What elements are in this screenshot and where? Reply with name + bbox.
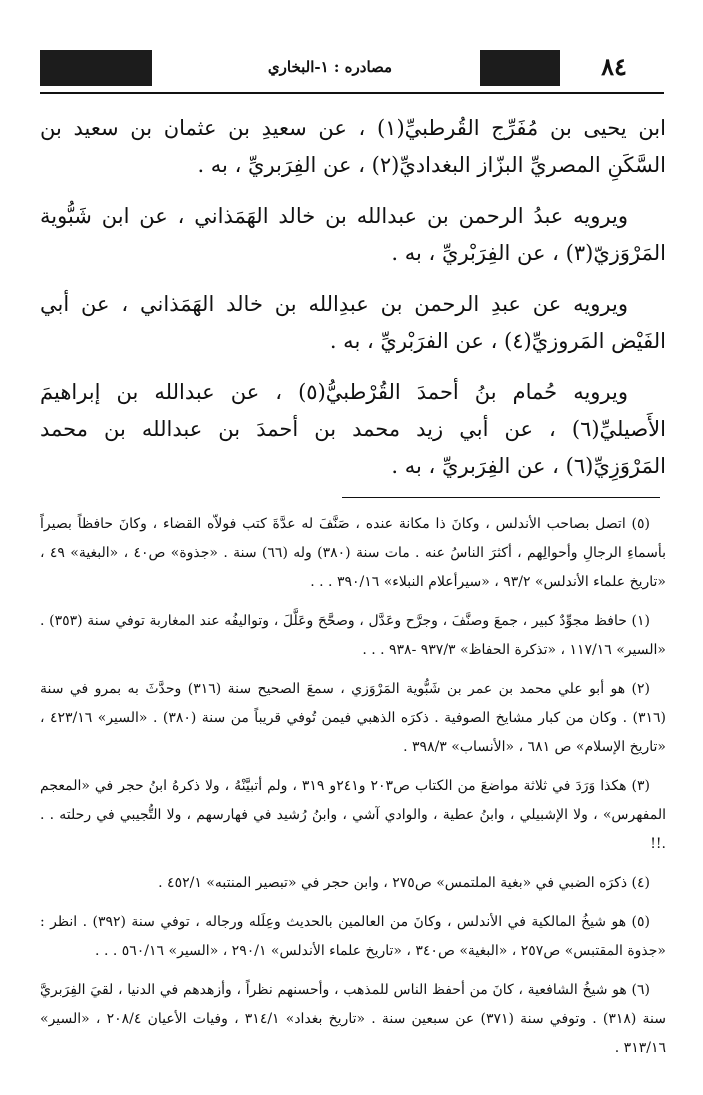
- running-header: [40, 48, 664, 94]
- footnote-divider: [342, 497, 660, 498]
- footnote: (٥) اتصل بصاحب الأندلس ، وكانَ ذا مكانة عنده ، صَنَّفَ له عدَّةَ كتب فولاّه القضاء ، وكانَ حافظاً بصيراً بأسماءِ الرجالِ وأحوالِهم ، أكثرَ الناسُ عنه . مات سنة (٣٨٠) وله (٦٦) سنة . «جذوة» ص٤٠ ، «البغية» ٤٩ ، «تاريخ علماء الأندلس» ٩٣/٢ ، «سيرأعلام النبلاء» ٣٩٠/١٦ . . .: [40, 516, 666, 590]
- main-paragraph: ويرويه عبدُ الرحمن بن عبدالله بن خالد الهَمَذاني ، عن ابن شَبُّوية المَرْوَزيّ(٣) ، عن الفِرَبْريِّ ، به .: [40, 204, 666, 265]
- footnote: (٦) هو شيخُ الشافعية ، كانَ من أحفظ الناس للمذهب ، وأحسنهم نظراً ، وأزهدهم في الدنيا ، لقيَ الفِرَبريَّ سنة (٣١٨) . وتوفي سنة (٣٧١) عن سبعين سنة . «تاريخ بغداد» ٣١٤/١ ، وفيات الأعيان ٢٠٨/٤ ، «السير» ٣١٣/١٦ .: [40, 982, 666, 1056]
- footnote: (٥) هو شيخُ المالكية في الأندلس ، وكانَ من العالمين بالحديث وعِلَله ورجاله ، توفي سنة (٣٩٢) . انظر : «جذوة المقتبس» ص٢٥٧ ، «البغية» ص٣٤٠ ، «تاريخ علماء الأندلس» ٢٩٠/١ ، «السير» ٥٦٠/١٦ . . .: [40, 914, 666, 959]
- main-text: [40, 110, 666, 499]
- main-paragraph: ابن يحيى بن مُفَرِّج القُرطبيِّ(١) ، عن سعيدِ بن عثمان بن سعيد بن السَّكَنِ المصريِّ البزّاز البغداديِّ(٢) ، عن الفِرَبريِّ ، به .: [40, 116, 666, 177]
- page-number: ٨٤: [601, 52, 627, 81]
- footnote: (٢) هو أبو علي محمد بن عمر بن شَبُّوية المَرْوَزي ، سمعَ الصحيح سنة (٣١٦) وحدَّثَ به بمرو في سنة (٣١٦) . وكان من كبار مشايخ الصوفية . ذكرَه الذهبي فيمن تُوفي قريباً من سنة (٣٨٠) . «السير» ٤٢٣/١٦ ، «تاريخ الإسلام» ص ٦٨١ ، «الأنساب» ٣٩٨/٣ .: [40, 681, 666, 755]
- main-paragraph: ويرويه عن عبدِ الرحمن بن عبدِالله بن خالد الهَمَذاني ، عن أبي الفَيْض المَروزيِّ(٤) ، عن الفرَبْريِّ ، به .: [40, 292, 666, 353]
- footnote: (٤) ذكرَه الضبي في «بغية الملتمس» ص٢٧٥ ، وابن حجر في «تبصير المنتبه» ٤٥٢/١ .: [158, 875, 650, 891]
- footnotes: [40, 510, 666, 1073]
- header-dark-block-left: [40, 50, 152, 86]
- footnote: (١) حافظ مجوِّدٌ كبير ، جمعَ وصنَّفَ ، وجرَّح وعَدَّل ، وصحَّحَ وعَلَّلَ ، وتواليفُه عند المغاربة توفي سنة (٣٥٣) . «السير» ١١٧/١٦ ، «تذكرة الحفاظ» ٩٣٧/٣ -٩٣٨ . . .: [40, 613, 666, 658]
- running-title: مصادره : ١-البخاري: [267, 58, 393, 76]
- header-dark-block-right: [480, 50, 560, 86]
- main-paragraph: ويرويه حُمام بنُ أحمدَ القُرْطبيُّ(٥) ، عن عبدالله بن إبراهيمَ الأَصيليِّ(٦) ، عن أبي زيد محمد بن أحمدَ بن عبدالله بن محمد المَرْوَزِيِّ(٦) ، عن الفِرَبريِّ ، به .: [40, 380, 666, 478]
- footnote: (٣) هكذا وَرَدَ في ثلاثة مواضعَ من الكتاب ص٢٠٣ و٢٤١و ٣١٩ ، ولم أتبيَّنْهُ ، ولا ذكرهُ ابنُ حجر في «المعجم المفهرس» ، ولا الإشبيلي ، وابنُ عطية ، والوادي آشي ، وابنُ رُشيد في فهارسهم ، ولا التُّجيبي في رحلته . . .!!: [40, 778, 666, 852]
